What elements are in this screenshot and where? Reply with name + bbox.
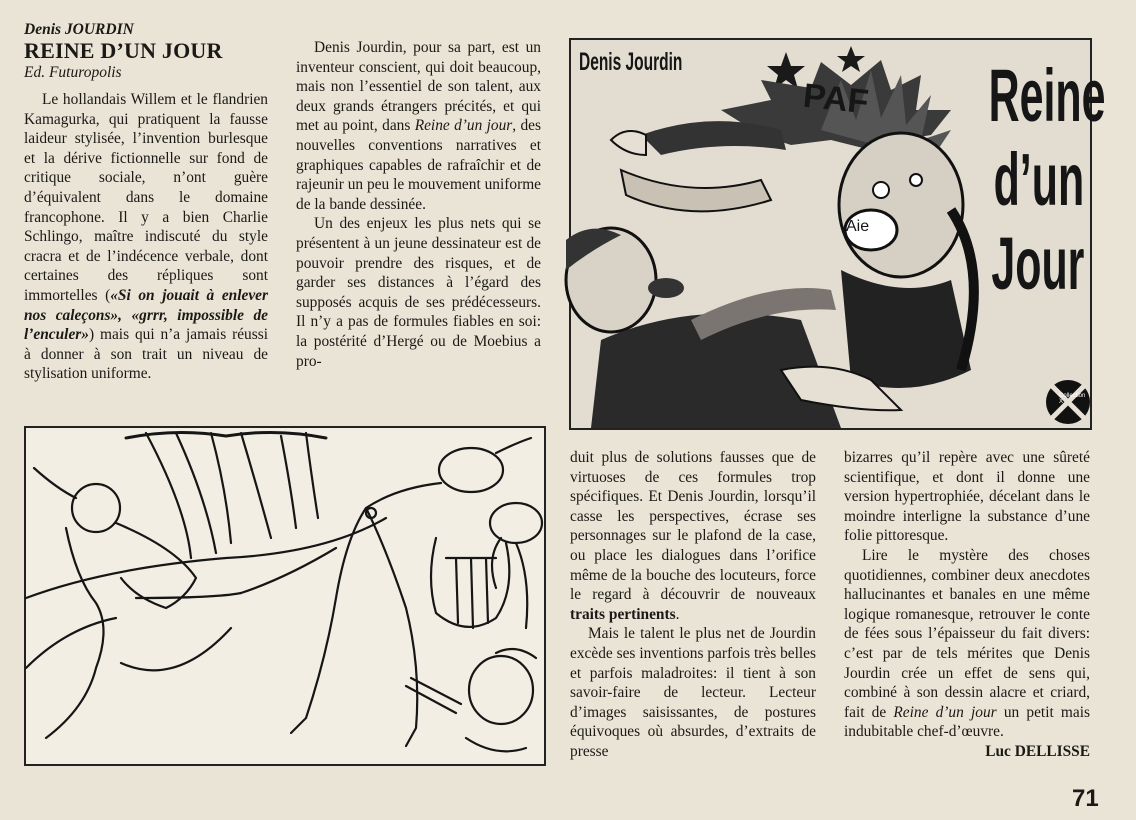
book-author: Denis JOURDIN [24, 21, 134, 38]
line-drawing-illustration [24, 426, 546, 766]
column-3 [570, 448, 816, 762]
column-2 [296, 38, 541, 371]
tree-trunks [146, 433, 318, 558]
article-signature: Luc DELLISSE [985, 742, 1090, 760]
collection-badge-label: Collection X [1059, 393, 1086, 405]
star-icon [837, 46, 865, 72]
paragraph: Le hollandais Willem et le flandrien Kamagurka, qui pratiquent la fausse laideur stylisée, l’invention burlesque et la dérive fictionnelle sur fond de critique sociale, n’ont guère d’équivalent dans le domaine francophone. Il y a bien Charlie Schlingo, maître indiscuté du style cracra et de l’indécence verbale, dont certaines des répliques sont immortelles («Si on jouait à enlever nos caleçons», «grrr, impossible de l’enculer») mais qui n’a jamais réussi à donner à son trait un niveau de stylisation uniforme. [24, 91, 268, 383]
paragraph: Mais le talent le plus net de Jourdin excède ses inventions parfois très belles et parfois maladroites: il tient à son savoir-faire de lecteur. Lecteur d’images saisissantes, de postures équivoques où absurdes, d’extraits de presse [570, 625, 816, 760]
column-4 [844, 448, 1090, 762]
drawing-art [26, 428, 544, 764]
character-arm [641, 121, 786, 155]
book-title: REINE D’UN JOUR [24, 38, 223, 63]
figure-head [72, 484, 120, 532]
emphasis-term: traits pertinents [570, 605, 676, 623]
column-1 [24, 20, 268, 384]
cover-title-line: d’un [993, 138, 1084, 221]
page-number: 71 [1072, 785, 1099, 812]
paragraph: duit plus de solutions fausses que de virtuoses de ces formules trop spécifiques. Et Denis Jourdin, lorsqu’il casse les perspectives, écrase ses personnages sur le plafond de la case, ou place les dialogues dans l’orifice même de la bouche des locuteurs, force le regard à découvrir de nouveaux traits pertinents. [570, 449, 816, 623]
book-cover-illustration [569, 38, 1106, 430]
lyre-drawing [431, 538, 509, 628]
cover-title [904, 54, 1106, 306]
cover-author: Denis Jourdin [579, 48, 683, 76]
paragraph: Denis Jourdin, pour sa part, est un inventeur conscient, qui doit beaucoup, mais non l’essentiel de son talent, aux deux grands étrangers précités, et qui met au point, dans Reine d’un jour, des nouvelles conventions narratives et graphiques capables de rafraîchir et de rajeunir un peu le mouvement uniforme de la bande dessinée. [296, 39, 541, 213]
cover-sound-effect: PAF [801, 76, 871, 122]
cover-title-line: Reine [988, 54, 1106, 137]
paragraph: Un des enjeux les plus nets qui se présentent à un jeune dessinateur est de pouvoir prendre des risques, et de garder ses distances à l’égard des supposés acquis de ses prédécesseurs. Il n’y a pas de formules fiables en soi: la postérité d’Hergé ou de Moebius a pro- [296, 215, 541, 370]
dancer-head [439, 448, 503, 492]
cover-title-line: Jour [990, 222, 1084, 305]
paragraph: bizarres qu’il repère avec une sûreté scientifique, et dont il donne une version hypertrophiée, décelant dans le moindre interligne la substance d’une folie pittoresque. [844, 449, 1090, 545]
paragraph: Lire le mystère des choses quotidiennes, combiner deux anecdotes hallucinantes et banales en une même logique romanesque, retrouver le conte de fées sous l’épaisseur du fait divers: c’est par de tels mérites que Denis Jourdin crée un effet de sens qui, combiné à son dessin alacre et criard, fait de Reine d’un jour un petit mais indubitable chef-d’œuvre. [844, 546, 1090, 741]
quote: «Si on jouait à enlever nos caleçons», «grrr, impossible de l’enculer» [24, 286, 268, 344]
ground-line [26, 518, 386, 668]
cover-exclamation: Aie [846, 218, 870, 235]
book-publisher: Ed. Futuropolis [24, 64, 122, 81]
